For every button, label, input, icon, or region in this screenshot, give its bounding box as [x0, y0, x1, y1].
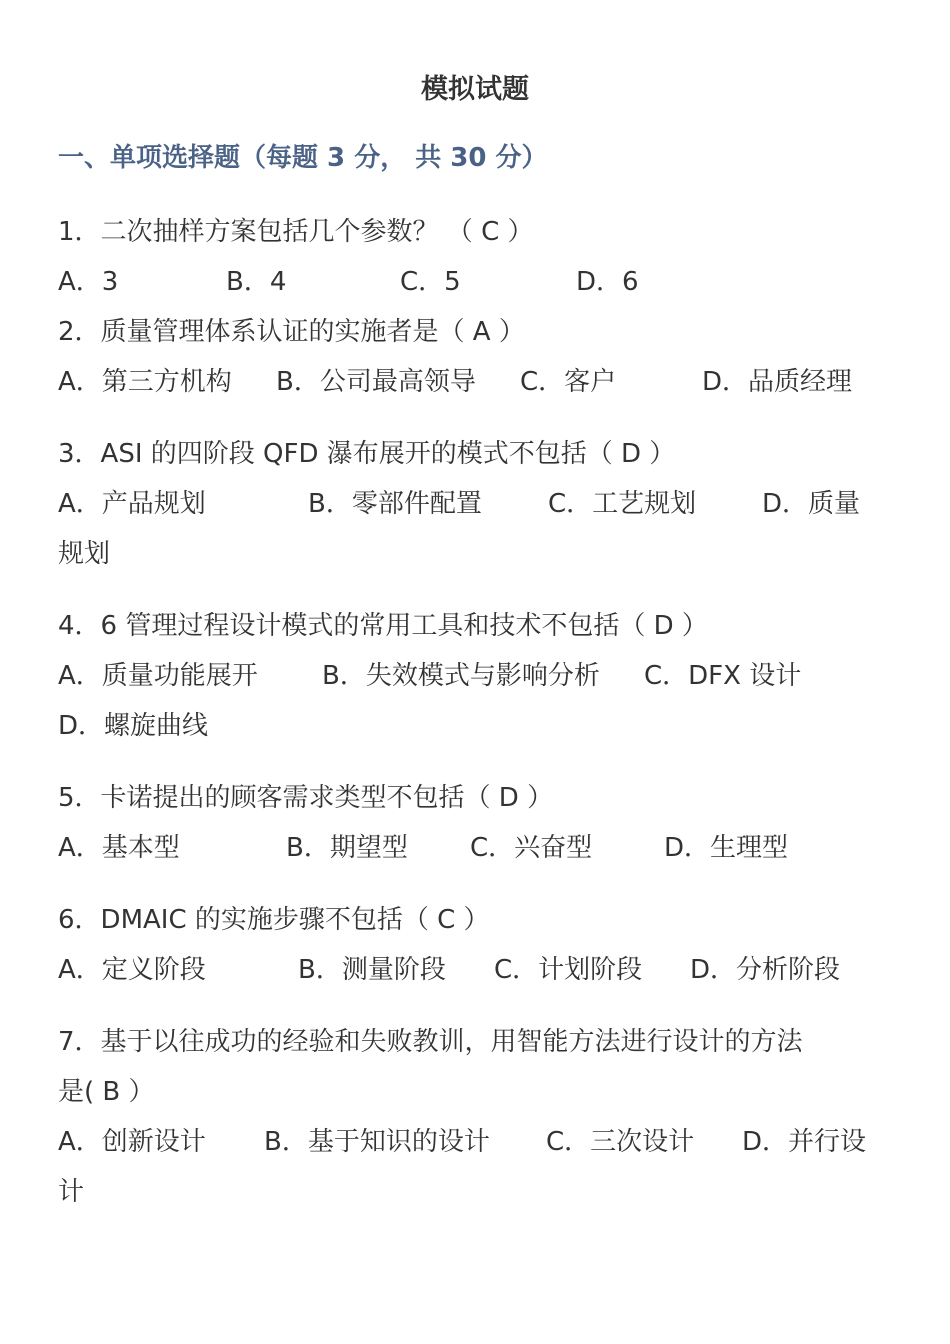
option-b: B．4 [226, 267, 287, 297]
option-a: A．产品规划 [58, 489, 206, 519]
question-4-stem: 4．6 管理过程设计模式的常用工具和技术不包括（ D ） [58, 611, 708, 641]
question-3-stem: 3．ASI 的四阶段 QFD 瀑布展开的模式不包括（ D ） [58, 439, 676, 469]
option-a: A．3 [58, 267, 119, 297]
option-a: A．创新设计 [58, 1127, 206, 1157]
option-c: C．计划阶段 [494, 955, 643, 985]
option-b: B．测量阶段 [298, 955, 446, 985]
option-d: D．质量 [762, 489, 861, 519]
option-c: C．5 [400, 267, 461, 297]
question-5-stem: 5．卡诺提出的顾客需求类型不包括（ D ） [58, 783, 554, 813]
option-d: D．并行设 [742, 1127, 867, 1157]
question-4-option-d: D．螺旋曲线 [58, 711, 209, 741]
option-a: A．基本型 [58, 833, 180, 863]
question-1-stem: 1．二次抽样方案包括几个参数？ （ C ） [58, 217, 534, 247]
option-d: D．分析阶段 [690, 955, 841, 985]
option-d: D．品质经理 [702, 367, 853, 397]
question-2-stem: 2．质量管理体系认证的实施者是（ A ） [58, 317, 525, 347]
option-b: B．期望型 [286, 833, 408, 863]
option-a: A．第三方机构 [58, 367, 232, 397]
option-c: C．三次设计 [546, 1127, 695, 1157]
option-a: A．质量功能展开 [58, 661, 258, 691]
question-7-stem: 7．基于以往成功的经验和失败教训，用智能方法进行设计的方法 [58, 1027, 803, 1057]
option-c: C．客户 [520, 367, 617, 397]
option-b: B．基于知识的设计 [264, 1127, 490, 1157]
option-c: C．DFX 设计 [644, 661, 802, 691]
question-7-option-d-continued: 计 [58, 1177, 85, 1207]
section-heading: 一、单项选择题（每题 3 分， 共 30 分） [58, 143, 548, 173]
question-3-option-d-continued: 规划 [58, 539, 111, 569]
option-b: B．失效模式与影响分析 [322, 661, 600, 691]
page-title: 模拟试题 [421, 74, 529, 105]
question-6-stem: 6．DMAIC 的实施步骤不包括（ C ） [58, 905, 490, 935]
option-b: B．零部件配置 [308, 489, 482, 519]
option-b: B．公司最高领导 [276, 367, 476, 397]
option-c: C．工艺规划 [548, 489, 697, 519]
question-7-stem-continued: 是( B ） [58, 1077, 155, 1107]
option-d: D．6 [576, 267, 639, 297]
option-d: D．生理型 [664, 833, 789, 863]
option-a: A．定义阶段 [58, 955, 206, 985]
option-c: C．兴奋型 [470, 833, 593, 863]
